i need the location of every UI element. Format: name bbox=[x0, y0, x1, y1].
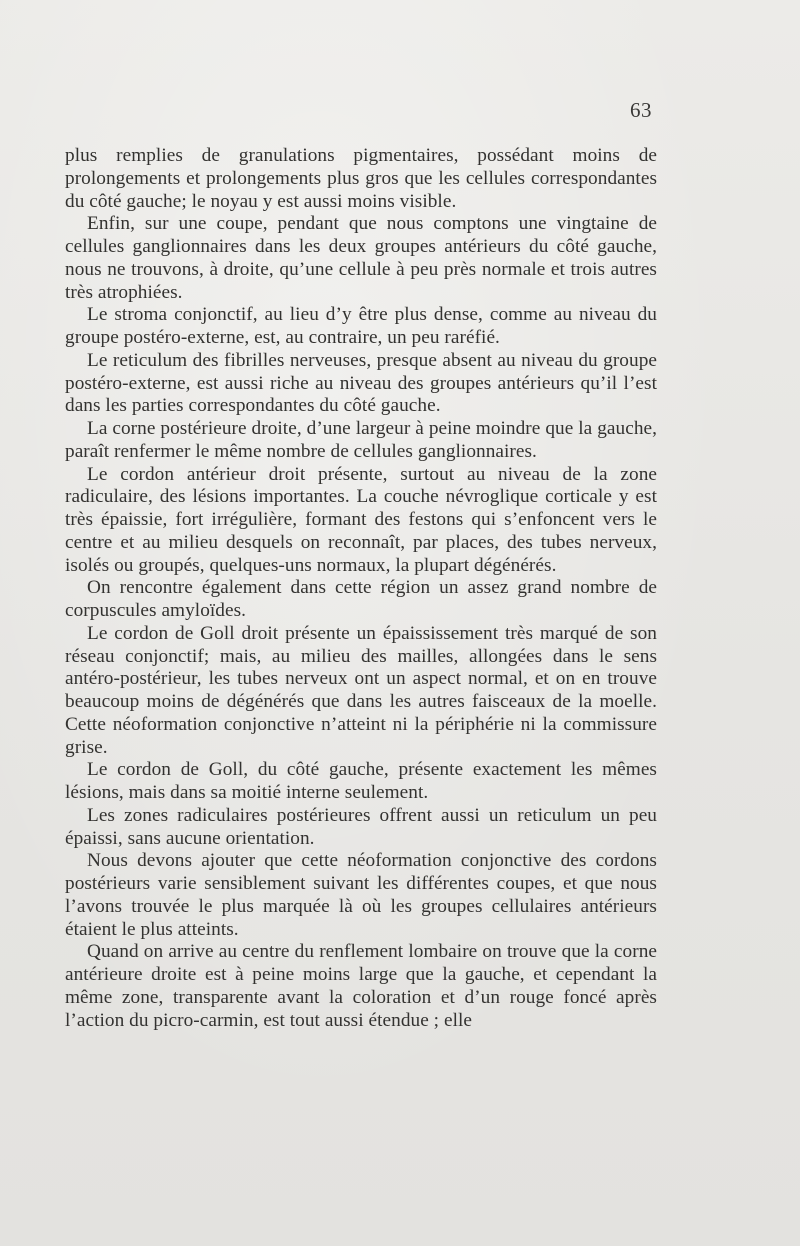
paragraph: Le reticulum des fibrilles nerveuses, presque absent au niveau du groupe postéro-externe, est aussi riche au niveau des groupes antérieurs qu’il l’est dans les parties correspondantes du côté gauche. bbox=[65, 349, 657, 417]
paragraph: Les zones radiculaires postérieures offrent aussi un reticulum un peu épaissi, sans aucune orientation. bbox=[65, 804, 657, 849]
paragraph: On rencontre également dans cette région un assez grand nombre de corpuscules amyloïdes. bbox=[65, 577, 657, 621]
paragraph: Le cordon de Goll droit présente un épaississement très marqué de son réseau conjonctif; mais, au milieu des mailles, allongées dans le sens antéro-postérieur, les tubes nerveux ont un aspect normal, et on en trouve beaucoup moins de dégénérés que dans les autres faisceaux de la moelle. Cette néoformation conjonctive n’atteint ni la périphérie ni la commissure grise. bbox=[65, 622, 657, 758]
paragraph: Enfin, sur une coupe, pendant que nous comptons une vingtaine de cellules ganglionnaires dans les deux groupes antérieurs du côté gauche, nous ne trouvons, à droite, qu’une cellule à peu près normale et trois autres très atrophiées. bbox=[65, 213, 657, 303]
paragraph: plus remplies de granulations pigmentaires, possédant moins de prolongements et prolongements plus gros que les cellules correspondantes du côté gauche; le noyau y est aussi moins visible. bbox=[65, 145, 657, 212]
page-number: 63 bbox=[630, 98, 652, 122]
paragraph: Le cordon de Goll, du côté gauche, présente exactement les mêmes lésions, mais dans sa moitié interne seulement. bbox=[65, 759, 657, 803]
paragraph: Le stroma conjonctif, au lieu d’y être plus dense, comme au niveau du groupe postéro-externe, est, au contraire, un peu raréfié. bbox=[65, 304, 657, 348]
paragraph: Le cordon antérieur droit présente, surtout au niveau de la zone radiculaire, des lésions importantes. La couche névroglique corticale y est très épaissie, fort irrégulière, formant des festons qui s’enfoncent vers le centre et au milieu desquels on reconnaît, par places, des tubes nerveux, isolés ou groupés, quelques-uns normaux, la plupart dégénérés. bbox=[65, 463, 657, 576]
body-text bbox=[65, 145, 657, 1032]
paragraph: La corne postérieure droite, d’une largeur à peine moindre que la gauche, paraît renfermer le même nombre de cellules ganglionnaires. bbox=[65, 418, 657, 462]
paragraph: Nous devons ajouter que cette néoformation conjonctive des cordons postérieurs varie sensiblement suivant les différentes coupes, et que nous l’avons trouvée le plus marquée là où les groupes cellulaires antérieurs étaient le plus atteints. bbox=[65, 850, 657, 940]
paragraph: Quand on arrive au centre du renflement lombaire on trouve que la corne antérieure droite est à peine moins large que la gauche, et cependant la même zone, transparente avant la coloration et d’un rouge foncé après l’action du picro-carmin, est tout aussi étendue ; elle bbox=[65, 941, 657, 1031]
